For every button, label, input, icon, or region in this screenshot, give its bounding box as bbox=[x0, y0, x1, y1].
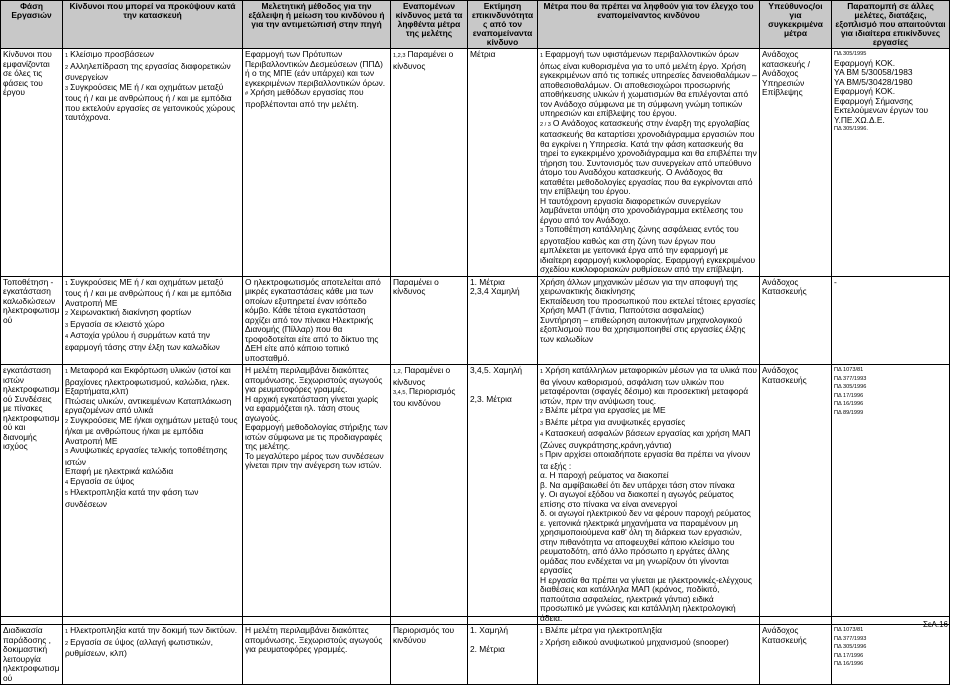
risks-cell bbox=[63, 365, 243, 625]
risk-item-text: Αστοχία γρύλου ή συρμάτων κατά την εφαρμογή τάσης στην έλξη των καλωδίων bbox=[65, 330, 220, 352]
risk-item-num: 5 bbox=[65, 491, 69, 497]
measure-item bbox=[540, 366, 757, 406]
header-row bbox=[1, 1, 950, 49]
footer-rule bbox=[0, 616, 949, 617]
measure-item bbox=[540, 119, 757, 197]
measure-item-text: Εφαρμογή των υφιστάμενων περιβαλλοντικών όρων όπως είναι κυθορισμένα για το υπό μελέτη έργο. Χρήση εγκεκριμένων από τις τοπικές υπηρεσίες δανειοθαλάμων – αποθεσιοθαλάμων. Οι αποθεσιοχώροι προσωρινής αποθήκευσης υλικών ή χωματισμών θα επιλέγονται από τον Ανάδοχο σύμφωνα με τη σύμφωνη γνώμη τοπικών υπηρεσιών και επίβλεψης του έργου. bbox=[540, 49, 757, 118]
phase-cell: Κίνδυνοι που εμφανίζονται σε όλες τις φάσεις του έργου bbox=[1, 49, 63, 277]
table-row bbox=[1, 625, 950, 685]
responsible-cell: Ανάδοχος Κατασκευής bbox=[760, 365, 832, 625]
risk-item-text: Ηλεκτροπληξία κατά την φάση των συνδέσεων bbox=[65, 487, 199, 509]
method-cell bbox=[243, 49, 391, 277]
method-item-text: Η μελέτη περιλαμβάνει διακόπτες απομόνωσης. Ξεχωριστούς αγωγούς για ρευματοφόρες γραμμές. bbox=[245, 365, 383, 394]
measure-item-text: Πριν αρχίσει οποιαδήποτε εργασία θα πρέπει να γίνουν τα εξής : bbox=[540, 449, 751, 471]
method-cell bbox=[243, 365, 391, 625]
measure-item bbox=[540, 519, 757, 576]
measure-item bbox=[540, 278, 757, 297]
risk-item bbox=[65, 83, 240, 123]
risk-item-num: 2 bbox=[65, 640, 69, 647]
references-cell bbox=[832, 276, 950, 365]
measure-item bbox=[540, 197, 757, 226]
measure-item-text: Εκπαίδευση του προσωπικού που εκτελεί τέτοιες εργασίες bbox=[540, 295, 756, 306]
residual-item bbox=[393, 366, 465, 387]
phase-cell: Τοποθέτηση - εγκατάσταση καλωδιώσεων ηλεκτροφωτισμού bbox=[1, 276, 63, 365]
measure-item-text: Βλέπε μέτρα για εργασίες με ΜΕ bbox=[545, 405, 666, 415]
estimate-cell bbox=[468, 625, 538, 685]
reference-item: ΠΔ 377/1993 bbox=[834, 375, 867, 382]
reference-item: Εφαρμογή ΚΟΚ. bbox=[834, 57, 896, 68]
method-item bbox=[245, 452, 388, 471]
residual-item bbox=[393, 387, 465, 408]
risk-item-num: 1 bbox=[65, 629, 69, 635]
measure-item-num: 4 bbox=[540, 432, 544, 438]
risk-item-num: 2 bbox=[65, 64, 69, 71]
reference-item: ΠΔ 16/1996 bbox=[834, 401, 864, 407]
method-item-text: Η μελέτη περιλαμβάνει διακόπτες απομόνωσης. Ξεχωριστούς αγωγούς για ρευματοφόρες γραμμές. bbox=[245, 625, 383, 654]
estimate-line: 2. Μέτρια bbox=[470, 644, 505, 654]
risk-item-text: Συγκρούσεις ΜΕ ή / και οχημάτων μεταξύ τους ή / και με ανθρώπους ή / και με εμπόδια Ανατροπή ΜΕ bbox=[65, 276, 232, 308]
residual-cell bbox=[391, 365, 468, 625]
responsible-cell: Ανάδοχος Κατασκευής bbox=[760, 276, 832, 365]
measure-item bbox=[540, 316, 757, 345]
header-phase: Φάση Εργασιών bbox=[1, 1, 63, 49]
reference-item: ΠΔ 305/1996 bbox=[834, 384, 867, 390]
risk-item bbox=[65, 366, 240, 397]
measure-item-text: β. Να αμφίβαιωθεί ότι δεν υπάρχει τάση στον πίνακα bbox=[540, 479, 735, 490]
measure-item bbox=[540, 50, 757, 119]
risk-item bbox=[65, 331, 240, 352]
header-risks: Κίνδυνοι που μπορεί να προκύψουν κατά την κατασκευή bbox=[63, 1, 243, 49]
measure-item-text: Κατασκευή ασφαλών βάσεων εργασίας και χρήση ΜΑΠ (Ζώνες συγκράτησης,κράνη,γάντια) bbox=[540, 428, 751, 450]
estimate-line: 2,3,4 Χαμηλή bbox=[470, 286, 520, 296]
risk-item-text: Μεταφορά και Εκφόρτωση υλικών (ιστοί και βραχίονες ηλεκτροφωτισμού, καλώδια, ηλεκ. Εξαρτήματα,κλπ) bbox=[65, 365, 231, 396]
risk-item-text: Εργασία σε κλειστό χώρο bbox=[70, 318, 165, 329]
risk-item-num: 3 bbox=[65, 322, 69, 329]
estimate-cell bbox=[468, 365, 538, 625]
measure-item-text: Βλέπε μέτρα για ανυψωτικές εργασίες bbox=[545, 416, 686, 427]
measure-item-num: 3 bbox=[540, 420, 544, 427]
method-item-text: Εφαρμογή των Πρότυπων Περιβαλλοντικών Δεσμεύσεων (ΠΠΔ) ή ο της ΜΠΕ (εάν υπάρχει) και των εγκεκριμένων περιβαλλοντικών όρων. bbox=[245, 49, 386, 88]
risk-item bbox=[65, 446, 240, 467]
method-item-text: Ο ηλεκτροφωτισμός αποτελείται από μικρές εγκαταστάσεις κάθε μια των οποίων εξυπηρετεί έναν ισόπεδο κόμβο. Κάθε τέτοια εγκατάσταση αρχίζει από τον πίνακα Ηλεκτρικής Διανομής (Πίλλαρ) που θα τροφοδοτείται είτε από το δίκτυο της ΔΕΗ είτε από κάποιο τοπικό υποσταθμό. bbox=[245, 276, 381, 363]
estimate-line: 1. Μέτρια bbox=[470, 276, 505, 287]
reference-item: ΠΔ 89/1999 bbox=[834, 409, 864, 416]
reference-item: ΠΔ 1073/81 bbox=[834, 627, 864, 633]
risk-item-text: Εργασία σε ύψος (αλλαγή φωτιστικών, ρυθμίσεων, κλπ) bbox=[65, 636, 213, 658]
method-cell bbox=[243, 625, 391, 685]
method-item bbox=[245, 395, 388, 424]
responsible-cell: Ανάδοχος κατασκευής / Ανάδοχος Υπηρεσιών Επίβλεψης bbox=[760, 49, 832, 277]
measure-item-text: Η εργασία θα πρέπει να γίνεται με ηλεκτρονικές-ελέγχους διαθέσεις και κατάλληλα ΜΑΠ (κράνος, ποδίκιτό, παπούτσια ασφαλείας, ηλεκτρικά γάντια) ειδικά προσωπικό με γνώσεις και κατάλληλη ηλεκτρολογική άδεια. bbox=[540, 574, 752, 623]
measure-item-text: δ. οι αγωγοί ηλεκτρικού δεν να φέρουν παροχή ρεύματος bbox=[540, 508, 751, 518]
risks-cell bbox=[63, 49, 243, 277]
residual-item-text: Παραμένει ο κίνδυνος bbox=[393, 49, 454, 71]
header-residual: Εναπομένων κίνδυνος μετά τα ληφθέντα μέτρα της μελέτης bbox=[391, 1, 468, 49]
reference-item: - bbox=[834, 276, 837, 287]
residual-cell bbox=[391, 625, 468, 685]
references-cell bbox=[832, 365, 950, 625]
reference-item: ΠΔ 377/1993 bbox=[834, 635, 867, 642]
measure-item-text: Χρήση ειδικού ανυψωτικού μηχανισμού (snooper) bbox=[545, 636, 729, 647]
measure-item-text: Συντήρηση – επιθεώρηση αυτοκινήτων μηχανολογικού εξοπλισμού που θα χρησιμοποιηθεί στις εργασίες έλξης των καλωδίων bbox=[540, 314, 746, 344]
measure-item-text: Τοποθέτηση κατάλληλης ζώνης ασφάλειας εντός του εργοταξίου καθώς και στη ζώνη των έργων που εμπλέκεται με γειτονικά έργα από την εφαρμογή με ιδιαίτερη εφαρμογή κυκλοφορίας. Εφαρμογή εγκεκριμένου σχεδίου κυκλοφοριακών ρυθμίσεων από την επίβλεψη. bbox=[540, 224, 756, 274]
measure-item-num: 2 bbox=[540, 409, 544, 415]
method-item bbox=[245, 278, 388, 364]
method-item-text: Η αρχική εγκατάσταση γίνεται χωρίς να εφαρμόζεται ηλ. τάση στους αγωγούς. bbox=[245, 393, 379, 423]
risks-cell bbox=[63, 276, 243, 365]
reference-item: Εφαρμογή Σήμανσης Εκτελούμενων έργων του Υ.ΠΕ.ΧΩ.Δ.Ε. bbox=[834, 95, 929, 125]
estimate-line: 1. Χαμηλή bbox=[470, 625, 509, 635]
reference-item: ΠΔ 305/1996. bbox=[834, 126, 868, 132]
residual-item-text: Περιορισμός του κινδύνου bbox=[393, 625, 455, 645]
measure-item-num: 1 bbox=[540, 369, 544, 375]
residual-cell bbox=[391, 276, 468, 365]
measures-cell bbox=[538, 49, 760, 277]
reference-item: ΥΑ ΒΜ 5/30058/1983 bbox=[834, 67, 913, 77]
risk-item-num: 1 bbox=[65, 369, 69, 375]
method-cell bbox=[243, 276, 391, 365]
risk-item-num: 2 bbox=[65, 418, 69, 425]
residual-cell bbox=[391, 49, 468, 277]
residual-item-text: Παραμένει ο κίνδυνος bbox=[393, 365, 451, 387]
risk-item-text: Συγκρούσεις ΜΕ ή/και οχημάτων μεταξύ τους ή/και με ανθρώπους ή/και με εμπόδια Ανατροπή ΜΕ bbox=[65, 414, 238, 446]
measure-item bbox=[540, 429, 757, 450]
header-method: Μελετητική μέθοδος για την εξάλειψη ή μείωση του κινδύνου ή για την αντιμετώπισή στην πηγή bbox=[243, 1, 391, 49]
references-cell bbox=[832, 625, 950, 685]
references-cell bbox=[832, 49, 950, 277]
estimate-line bbox=[470, 636, 535, 646]
residual-item-num: 3,4,5, bbox=[393, 390, 407, 396]
risks-cell bbox=[63, 625, 243, 685]
header-estimate: Εκτίμηση επικινδυνότητας από τον εναπομείναντα κίνδυνο bbox=[468, 1, 538, 49]
estimate-line: 2,3. Μέτρια bbox=[470, 393, 512, 404]
method-item-text: Το μεγαλύτερο μέρος των συνδέσεων γίνεται πριν την ανέγερση των ιστών. bbox=[245, 450, 384, 470]
measures-cell bbox=[538, 365, 760, 625]
risk-item-num: 3 bbox=[65, 449, 69, 455]
residual-item bbox=[393, 626, 465, 645]
risk-item-text: Χειρωνακτική διακίνηση φορτίων bbox=[70, 307, 192, 317]
reference-item: ΠΔ 17/1996 bbox=[834, 392, 864, 399]
measure-item-text: α. Η παροχή ρεύματος να διακοπεί bbox=[540, 470, 669, 480]
measure-item-text: γ. Οι αγωγοί εξόδου να διακοπεί η αγωγός ρεύματος επίσης στο πίνακα να είναι ανενεργοί bbox=[540, 489, 734, 509]
estimate-cell bbox=[468, 49, 538, 277]
measure-item-text: Η ταυτόχρονη εργασία διαφορετικών συνεργείων λαμβάνεται υπόψη στο χρονοδιάγραμμα εκτέλεσης του έργου από τον Ανάδοχο. bbox=[540, 195, 743, 225]
risk-item-num: 2 bbox=[65, 311, 69, 317]
measure-item-num: 1 bbox=[540, 629, 544, 635]
measure-item-text: Χρήση ΜΑΠ (Γάντια, Παπούτσια ασφαλείας) bbox=[540, 305, 705, 315]
method-item bbox=[245, 88, 388, 109]
header-responsible: Υπεύθυνος/οι για συγκεκριμένα μέτρα bbox=[760, 1, 832, 49]
measure-item bbox=[540, 225, 757, 275]
method-item-text: Εφαρμογή μεθοδολογίας στήριξης των ιστών σύμφωνα με τις προδιαγραφές της μελέτης. bbox=[245, 422, 388, 451]
risk-item bbox=[65, 278, 240, 309]
table-row bbox=[1, 365, 950, 625]
estimate-line: 3,4,5. Χαμηλή bbox=[470, 365, 523, 375]
method-item-num: # bbox=[245, 91, 249, 97]
measure-item-num: 1 bbox=[540, 53, 544, 59]
residual-item bbox=[393, 278, 465, 297]
risk-item-num: 4 bbox=[65, 479, 69, 486]
estimate-line: Μέτρια bbox=[470, 49, 496, 59]
method-item bbox=[245, 50, 388, 88]
measure-item-num: 5 bbox=[540, 453, 544, 459]
responsible-cell: Ανάδοχος Κατασκευής bbox=[760, 625, 832, 685]
header-references: Παραπομπή σε άλλες μελέτες, διατάξεις, εξοπλισμό που απαιτούνται για ιδιαίτερα επικίνδυνες εργασίες bbox=[832, 1, 950, 49]
reference-item: ΠΔ 17/1996 bbox=[834, 652, 864, 659]
reference-item: ΠΔ 1073/81 bbox=[834, 367, 864, 373]
measure-item-num: 2 / 3 bbox=[540, 121, 551, 128]
method-item bbox=[245, 366, 388, 395]
risk-item-text: Ανυψωτικές εργασίες τελικής τοποθέτησης ιστών bbox=[65, 445, 228, 467]
measure-item-num: 3 bbox=[540, 228, 544, 234]
page-number: ΣεΛ.16 bbox=[923, 620, 948, 629]
reference-item: ΠΔ 305/1995 bbox=[834, 51, 867, 57]
measure-item-text: Βλέπε μέτρα για ηλεκτροπληξία bbox=[545, 625, 662, 635]
risk-item-num: 3 bbox=[65, 85, 69, 92]
residual-item-text: Παραμένει ο κίνδυνος bbox=[393, 276, 439, 296]
measure-item bbox=[540, 490, 757, 509]
risk-item-num: 4 bbox=[65, 334, 69, 340]
residual-item-num: 1,2, bbox=[393, 369, 403, 375]
estimate-cell bbox=[468, 276, 538, 365]
residual-item-num: 1,2,3 bbox=[393, 53, 406, 59]
risk-item-text: Ηλεκτροπληξία κατά την δοκιμή των δικτύων. bbox=[70, 625, 238, 635]
risk-item bbox=[65, 488, 240, 509]
risk-item-text: Κλείσιμο προσβάσεων bbox=[70, 49, 154, 59]
method-item-text: Χρήση μεθόδων εργασίας που προβλέπονται από την μελέτη. bbox=[245, 87, 364, 109]
measure-item bbox=[540, 638, 757, 650]
phase-cell: εγκατάσταση ιστών ηλεκτροφωτισμού Συνδέσεις με πίνακες ηλεκτροφωτισμού και διανομής ισχύος bbox=[1, 365, 63, 625]
measure-item-text: Χρήση κατάλληλων μεταφορικών μέσων για τα υλικά που θα γίνουν καθορισμού, ασφάλιση των υλικών που μεταφέρονται (σφαγές δέσιμο) και προσεκτική μεταφορά ιστών, πριν την ανύψωση τους. bbox=[540, 365, 757, 406]
measure-item bbox=[540, 450, 757, 471]
risk-item-text: Εργασία σε ύψος bbox=[70, 475, 135, 486]
table-row bbox=[1, 276, 950, 365]
risk-item-text: Αλληλεπίδραση της εργασίας διαφορετικών συνεργείων bbox=[65, 60, 231, 82]
method-item bbox=[245, 423, 388, 452]
reference-item: ΠΔ 305/1996 bbox=[834, 644, 867, 650]
measure-item-num: 2 bbox=[540, 640, 544, 647]
risk-item bbox=[65, 638, 240, 659]
reference-item: Εφαρμογή ΚΟΚ. bbox=[834, 86, 896, 96]
header-measures: Μέτρα που θα πρέπει να ληφθούν για τον έλεγχο του εναπομείναντος κινδύνου bbox=[538, 1, 760, 49]
phase-cell: Διαδικασία παράδοσης , δοκιμαστική λειτουργία ηλεκτροφωτισμού bbox=[1, 625, 63, 685]
method-item bbox=[245, 626, 388, 655]
residual-item-text: Περιορισμός του κινδύνου bbox=[393, 386, 456, 408]
risk-item-text: Συγκρούσεις ΜΕ ή / και οχημάτων μεταξύ τους ή / και με ανθρώπους ή / και με εμπόδια που εκτελούν εργασίες σε γειτονικούς χώρους ταυτόχρονα. bbox=[65, 81, 235, 122]
measures-cell bbox=[538, 625, 760, 685]
risk-item-num: 1 bbox=[65, 280, 69, 287]
risk-item-text: Επαφή με ηλεκτρικά καλώδια bbox=[65, 466, 174, 476]
risk-item-num: 1 bbox=[65, 53, 69, 59]
reference-item: ΠΔ 16/1996 bbox=[834, 661, 864, 667]
risk-item bbox=[65, 416, 240, 447]
residual-item bbox=[393, 50, 465, 71]
measures-cell bbox=[538, 276, 760, 365]
measure-item-text: ε. γειτονικά ηλεκτρικά μηχανήματα να παραμένουν μη χρησιμοποιούμενα καθ' όλη τη διάρκεια των εργασιών, στην πιθανότητα να αποφευχθεί κάποιο κλείσιμο του ρευματοδότη, από άλλο πρόσωπο η εργάτες άλλης ομάδας που ενδέχεται να μη γνωρίζουν ότι γίνονται εργασίες bbox=[540, 517, 742, 575]
risk-item bbox=[65, 62, 240, 83]
table-row bbox=[1, 49, 950, 277]
reference-item: ΥΑ ΒΜ/5/30428/1980 bbox=[834, 76, 913, 87]
measure-item-text: Ο Ανάδοχος κατασκευής στην έναρξη της εργολαβίας κατασκευής θα καταρτίσει χρονοδιάγραμμα εργασιών που θα εγκρίνει η Υπηρεσία. Κατά την φάση κατασκευής θα τηρεί το εγκεκριμένο χρονοδιάγραμμα και θα επιβλέπει την τήρηση του. Συντονισμός των συνεργείων από υπεύθυνο άτομο του Αναδόχου κατασκευής. Ο Ανάδοχος θα καταθέτει μεθοδολογίες εργασίας που θα εγκρίνονται από την επίβλεψη του έργου. bbox=[540, 117, 757, 196]
measure-item-text: Χρήση άλλων μηχανικών μέσων για την αποφυγή της χειρωνακτικής διακίνησης bbox=[540, 276, 738, 296]
estimate-line bbox=[470, 376, 535, 386]
risk-item-text: Πτώσεις υλικών, αντικειμένων Καταπλάκωση εργαζομένων από υλικά bbox=[65, 395, 232, 415]
risk-item bbox=[65, 397, 240, 416]
